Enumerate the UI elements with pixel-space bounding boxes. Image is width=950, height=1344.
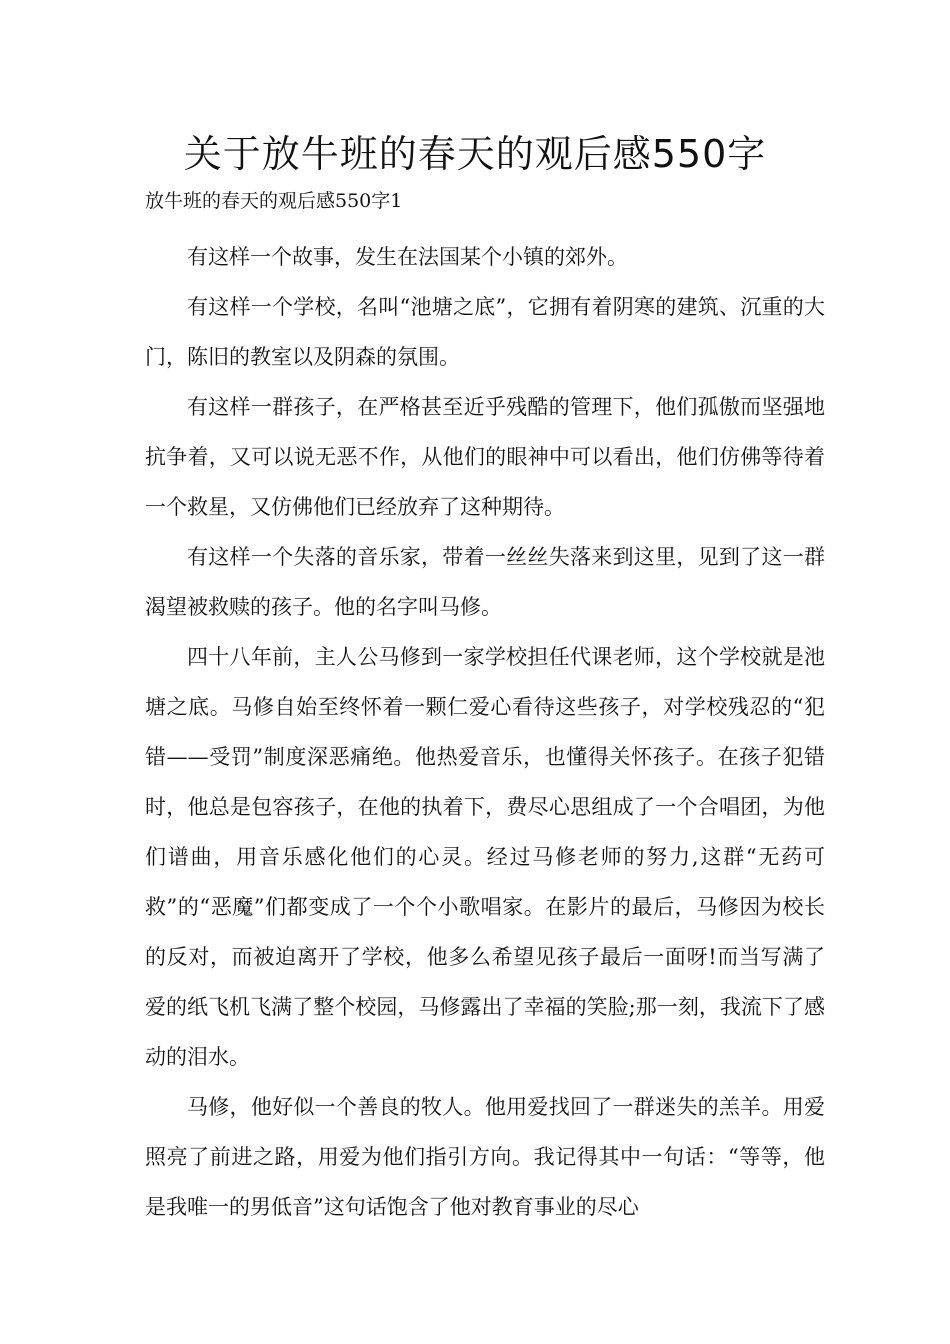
paragraph-6: 马修，他好似一个善良的牧人。他用爱找回了一群迷失的羔羊。用爱照亮了前进之路，用爱为他们指引方向。我记得其中一句话：“等等，他是我唯一的男低音”这句话饱含了他对教育事业的尽心 [145, 1095, 825, 1219]
document-body [145, 232, 825, 1232]
paragraph-5: 四十八年前，主人公马修到一家学校担任代课老师，这个学校就是池塘之底。马修自始至终怀着一颗仁爱心看待这些孩子，对学校残忍的“犯错——受罚”制度深恶痛绝。他热爱音乐，也懂得关怀孩子。在孩子犯错时，他总是包容孩子，在他的执着下，费尽心思组成了一个合唱团，为他们谱曲，用音乐感化他们的心灵。经过马修老师的努力,这群“无药可救”的“恶魔”们都变成了一个个小歌唱家。在影片的最后，马修因为校长的反对，而被迫离开了学校，他多么希望见孩子最后一面呀!而当写满了爱的纸飞机飞满了整个校园，马修露出了幸福的笑脸;那一刻，我流下了感动的泪水。 [145, 645, 825, 1069]
document-title: 关于放牛班的春天的观后感550字 [183, 132, 767, 176]
paragraph-1: 有这样一个故事，发生在法国某个小镇的郊外。 [187, 245, 628, 269]
section-heading: 放牛班的春天的观后感550字1 [145, 190, 403, 212]
paragraph-3: 有这样一群孩子，在严格甚至近乎残酷的管理下，他们孤傲而坚强地抗争着，又可以说无恶不作，从他们的眼神中可以看出，他们仿佛等待着一个救星，又仿佛他们已经放弃了这种期待。 [145, 395, 825, 519]
paragraph-4: 有这样一个失落的音乐家，带着一丝丝失落来到这里，见到了这一群渴望被救赎的孩子。他的名字叫马修。 [145, 545, 825, 619]
paragraph-2: 有这样一个学校，名叫“池塘之底”，它拥有着阴寒的建筑、沉重的大门，陈旧的教室以及阴森的氛围。 [145, 295, 825, 369]
